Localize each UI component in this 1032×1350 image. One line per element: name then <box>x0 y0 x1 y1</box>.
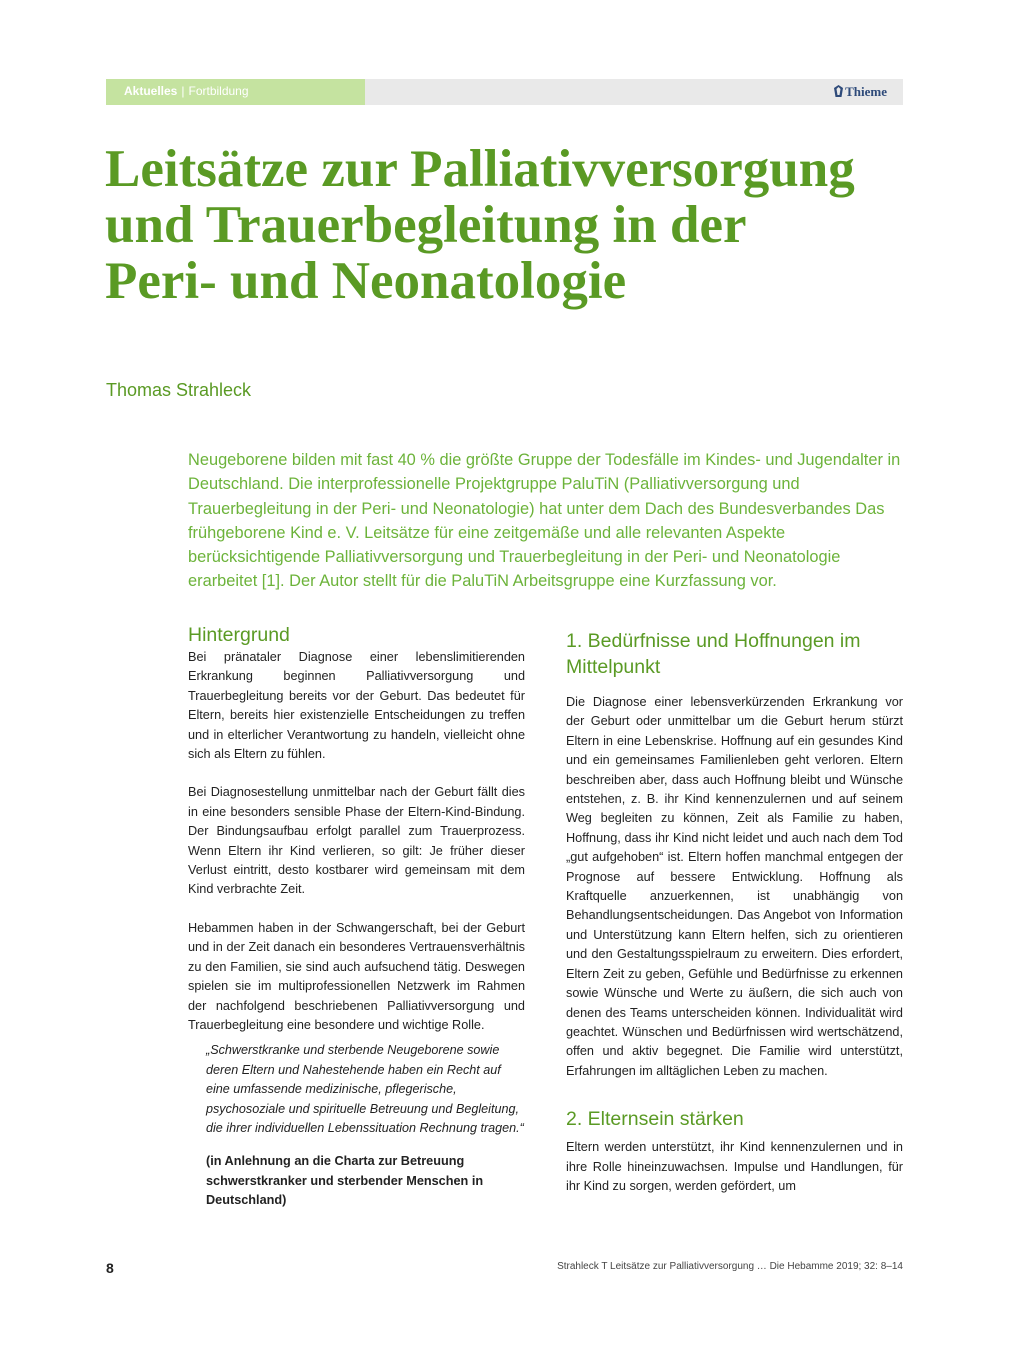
breadcrumb-section: Aktuelles <box>124 84 178 98</box>
pull-quote: „Schwerstkranke und sterbende Neugeborene sowie deren Eltern und Nahestehende haben ein Recht auf eine umfassende medizinische, pflegerische, psychosoziale und spirituelle Betreuung und Begleitung, die ihrer individuellen Lebenssituation Rechnung tragen.“ <box>206 1043 524 1135</box>
header-bar <box>106 79 903 105</box>
publisher-logo <box>834 84 887 100</box>
breadcrumb <box>124 84 249 98</box>
article-abstract: Neugeborene bilden mit fast 40 % die größte Gruppe der Todesfälle im Kindes- und Jugendalter in Deutschland. Die interprofessionelle Projektgruppe PaluTiN (Palliativversorgung und Trauerbegleitung in der Peri- und Neonatologie) hat unter dem Dach des Bundesverbandes Das frühgeborene Kind e. V. Leitsätze für eine zeitgemäße und alle relevanten Aspekte berücksichtigende Palliativversorgung und Trauerbegleitung in der Peri- und Neonatologie erarbeitet [1]. Der Autor stellt für die PaluTiN Arbeitsgruppe eine Kurzfassung vor. <box>188 451 901 591</box>
quote-citation: (in Anlehnung an die Charta zur Betreuung schwerstkranker und sterbender Menschen in Deutschland) <box>206 1154 484 1208</box>
paragraph: Bei pränataler Diagnose einer lebenslimitierenden Erkrankung beginnen Palliativversorgung und Trauerbegleitung bereits vor der Geburt. Das bedeutet für Eltern, bereits hier existenzielle Entscheidungen zu treffen und in elterlicher Verantwortung zu handeln, vielleicht ohne sich als Eltern zu fühlen. <box>188 650 525 762</box>
page-number: 8 <box>106 1260 114 1276</box>
article-author: Thomas Strahleck <box>106 380 252 400</box>
thieme-emblem-icon <box>834 85 843 97</box>
footer-citation: Strahleck T Leitsätze zur Palliativversorgung … Die Hebamme 2019; 32: 8–14 <box>557 1261 903 1272</box>
paragraph: Die Diagnose einer lebensverkürzenden Erkrankung vor der Geburt oder unmittelbar um die Geburt herum stürzt Eltern in eine Lebenskrise. Hoffnung auf ein gesundes Kind und ein gemeinsames Familienleben geht verloren. Eltern beschreiben aber, dass auch Hoffnung bleibt und Wünsche entstehen, z. B. ihr Kind kennenzulernen und auf seinem Weg begleiten zu können, Zeit als Familie zu haben, Hoffnung, dass ihr Kind nicht leidet und auch nach dem Tod „gut aufgehoben“ ist. Eltern hoffen manchmal entgegen der Prognose auf bessere Entwicklung. Hoffnung als Kraftquelle anzuerkennen, ist unabhängig von Behandlungsentscheidungen. Das Angebot von Information und Unterstützung kann Eltern helfen, sich zu orientieren und den Gestaltungsspielraum zu erweitern. Dies erfordert, Eltern Zeit zu geben, Gefühle und Bedürfnisse zu erkennen sowie Wünsche und Werte zu äußern, die sich auch von denen des Teams unterscheiden können. Individualität wird geachtet. Wünschen und Bedürfnissen wird wertschätzend, offen und aktiv begegnet. Die Familie wird unterstützt, Erfahrungen im alltäglichen Leben zu machen. <box>566 695 903 1078</box>
paragraph: Bei Diagnosestellung unmittelbar nach der Geburt fällt dies in eine besonders sensible Phase der Eltern-Kind-Bindung. Der Bindungsaufbau erfolgt parallel zum Trauerprozess. Wenn Eltern ihr Kind verlieren, so gilt: Je früher dieser Verlust eintritt, desto kostbarer wird gemeinsam mit dem Kind verbrachte Zeit. <box>188 785 525 897</box>
paragraph: Eltern werden unterstützt, ihr Kind kennenzulernen und in ihre Rolle hineinzuwachsen. Impulse und Handlungen, für ihr Kind zu sorgen, werden gefördert, um <box>566 1140 903 1193</box>
article-title: Leitsätze zur Palliativversorgung und Trauerbegleitung in der Peri- und Neonatologie <box>105 140 855 310</box>
section-heading-1: 1. Bedürfnisse und Hoffnungen im Mittelpunkt <box>566 630 861 678</box>
left-column <box>188 622 525 1211</box>
section-heading-hintergrund: Hintergrund <box>188 624 290 646</box>
breadcrumb-subsection: Fortbildung <box>188 84 249 98</box>
right-column <box>566 628 903 1196</box>
header-section-tag <box>106 79 365 105</box>
section-heading-2: 2. Elternsein stärken <box>566 1108 744 1131</box>
breadcrumb-separator: | <box>181 84 185 98</box>
publisher-name: Thieme <box>845 84 887 99</box>
paragraph: Hebammen haben in der Schwangerschaft, bei der Geburt und in der Zeit danach ein besonderes Vertrauensverhältnis zu den Familien, sie sind auch aufsuchend tätig. Deswegen spielen sie im multiprofessionellen Netzwerk im Rahmen der nachfolgend beschriebenen Palliativversorgung und Trauerbegleitung eine besondere und wichtige Rolle. <box>188 920 525 1032</box>
